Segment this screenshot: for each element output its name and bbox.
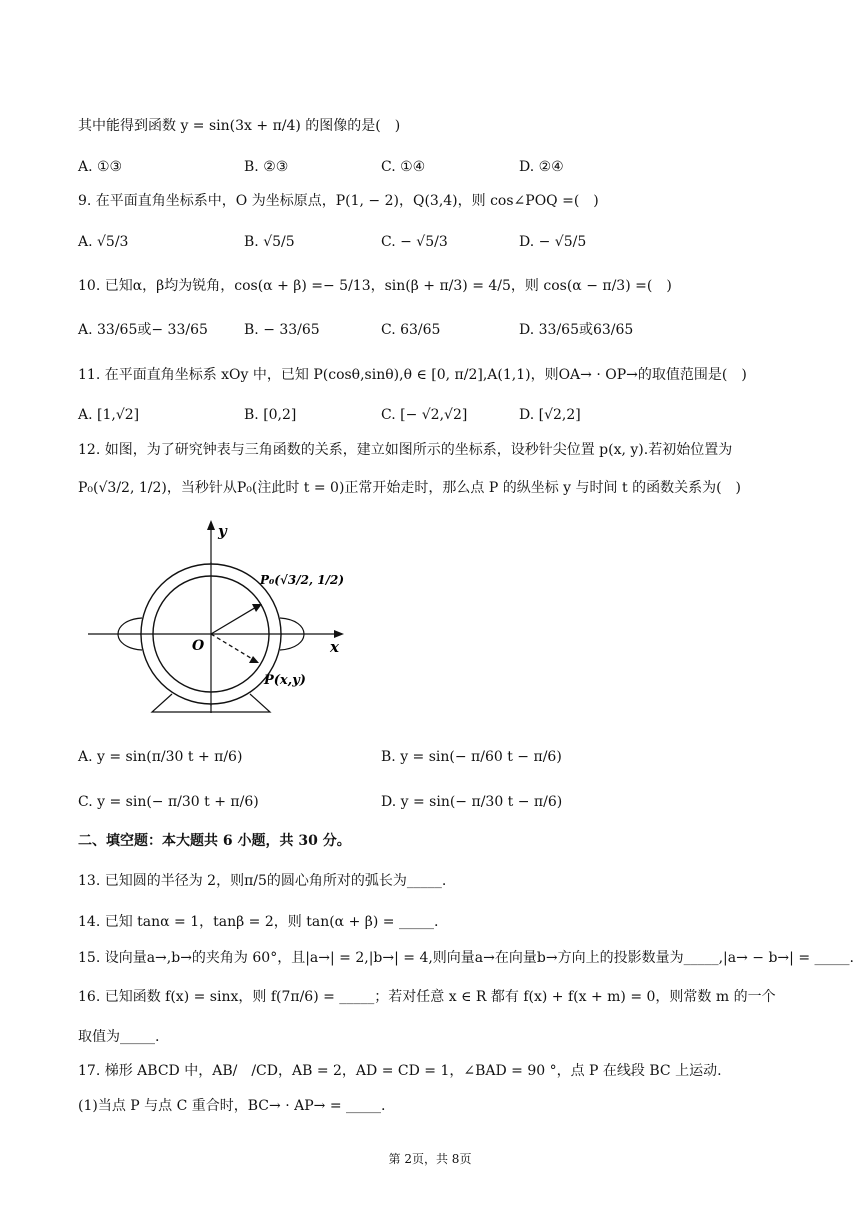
q9-option-b: B. √5/5: [244, 234, 295, 250]
q12-option-a: A. y = sin(π/30 t + π/6): [78, 749, 243, 765]
q11-option-c: C. [− √2,√2]: [381, 407, 468, 423]
page-footer: 第 2页，共 8页: [388, 1152, 472, 1166]
q17-part1: (1)当点 P 与点 C 重合时，BC→ · AP→ = _____.: [78, 1098, 386, 1114]
q15: 15. 设向量a→,b→的夹角为 60°，且|a→| = 2,|b→| = 4,则向量a→在向量b→方向上的投影数量为_____,|a→ − b→| = _____.: [78, 950, 854, 966]
p-label: P(x,y): [264, 673, 306, 688]
q8-option-d: D. ②④: [519, 159, 564, 175]
q12-option-c: C. y = sin(− π/30 t + π/6): [78, 794, 259, 810]
q12-line2: P₀(√3/2, 1/2)，当秒针从P₀(注此时 t = 0)正常开始走时，那么点 P 的纵坐标 y 与时间 t 的函数关系为( ): [78, 480, 741, 496]
section-2-title: 二、填空题：本大题共 6 小题，共 30 分。: [78, 833, 351, 849]
q9-option-c: C. − √5/3: [381, 234, 448, 250]
p0-label: P₀(√3/2, 1/2): [260, 573, 345, 587]
q10-option-b: B. − 33/65: [244, 322, 320, 338]
q8-option-a: A. ①③: [78, 159, 123, 175]
q8-option-c: C. ①④: [381, 159, 426, 175]
q12-option-b: B. y = sin(− π/60 t − π/6): [381, 749, 562, 765]
origin-label: O: [192, 638, 205, 654]
q9-option-d: D. − √5/5: [519, 234, 587, 250]
x-label: x: [330, 638, 339, 656]
y-label: y: [218, 522, 227, 540]
q11-option-a: A. [1,√2]: [78, 407, 140, 423]
q10-option-c: C. 63/65: [381, 322, 441, 338]
q11-option-d: D. [√2,2]: [519, 407, 581, 423]
q9-stem: 9. 在平面直角坐标系中，O 为坐标原点，P(1, − 2)，Q(3,4)，则 cos∠POQ =( ): [78, 193, 599, 209]
q9-option-a: A. √5/3: [78, 234, 129, 250]
q12-line1: 12. 如图，为了研究钟表与三角函数的关系，建立如图所示的坐标系，设秒针尖位置 p(x, y).若初始位置为: [78, 442, 733, 458]
q16-line2: 取值为_____.: [78, 1029, 160, 1045]
q14: 14. 已知 tanα = 1，tanβ = 2，则 tan(α + β) = _____.: [78, 914, 439, 930]
q13: 13. 已知圆的半径为 2，则π/5的圆心角所对的弧长为_____.: [78, 873, 447, 889]
q8-tail: 其中能得到函数 y = sin(3x + π/4) 的图像的是( ): [78, 118, 401, 134]
x-axis-arrow: [334, 630, 344, 638]
q12-option-d: D. y = sin(− π/30 t − π/6): [381, 794, 563, 810]
q11-stem: 11. 在平面直角坐标系 xOy 中，已知 P(cosθ,sinθ),θ ∈ [0, π/2],A(1,1)，则OA→ · OP→的取值范围是( ): [78, 367, 747, 383]
q10-option-d: D. 33/65或63/65: [519, 322, 634, 338]
q10-stem: 10. 已知α，β均为锐角，cos(α + β) =− 5/13，sin(β + π/3) = 4/5，则 cos(α − π/3) =( ): [78, 278, 672, 294]
clock-diagram: [80, 518, 370, 718]
q16-line1: 16. 已知函数 f(x) = sinx，则 f(7π/6) = _____；若对任意 x ∈ R 都有 f(x) + f(x + m) = 0，则常数 m 的一个: [78, 989, 776, 1005]
y-axis-arrow: [207, 520, 215, 530]
q11-option-b: B. [0,2]: [244, 407, 297, 423]
q8-option-b: B. ②③: [244, 159, 289, 175]
q10-option-a: A. 33/65或− 33/65: [78, 322, 208, 338]
q17-stem: 17. 梯形 ABCD 中，AB/ /CD，AB = 2，AD = CD = 1，∠BAD = 90 °，点 P 在线段 BC 上运动.: [78, 1063, 722, 1079]
